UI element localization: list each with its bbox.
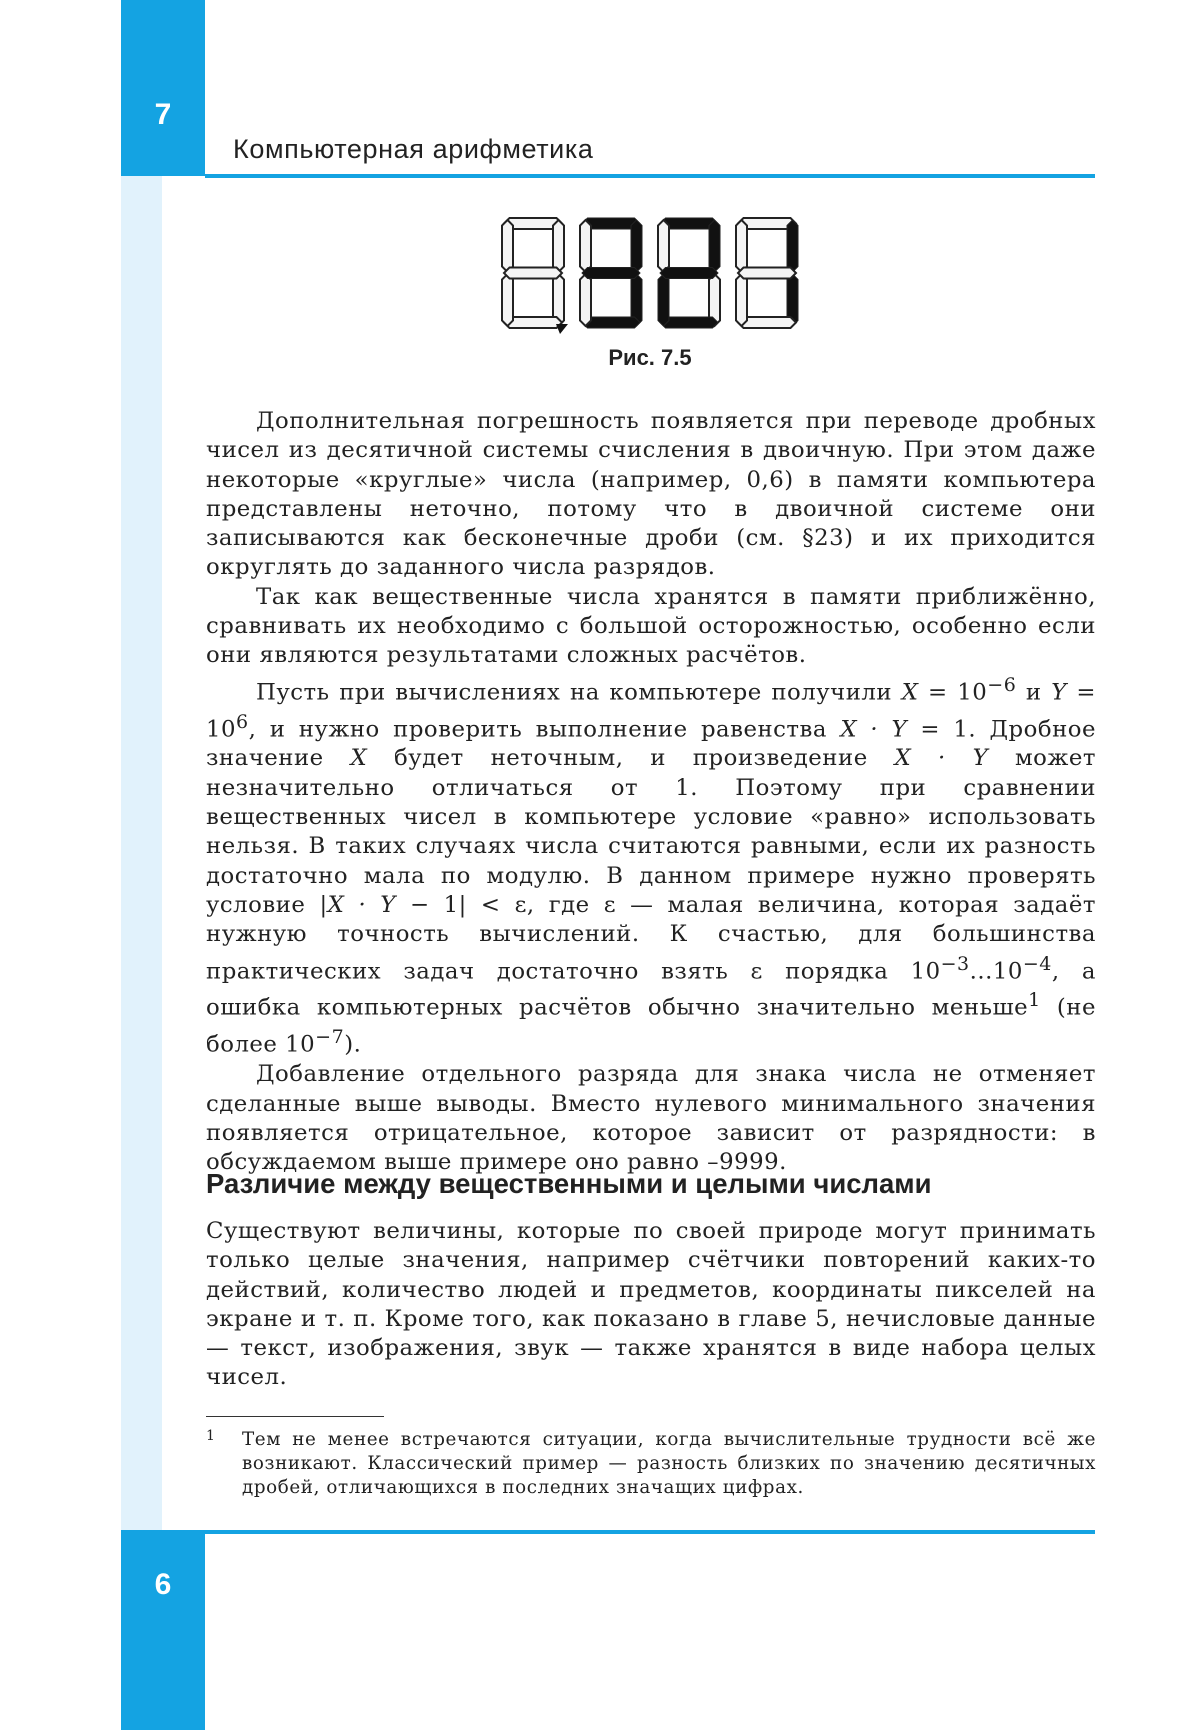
text-run: ). [344,1031,362,1058]
footnote-reference: 1 [1028,989,1041,1012]
segment-f [502,220,513,272]
product-xy: X · Y [840,716,908,743]
segment-b [631,220,642,272]
segment-e [502,274,513,326]
paragraph-formula [206,671,1096,1061]
text-run: , и нужно проверить выполнение равенства [248,716,841,743]
paragraph: Существуют величины, которые по своей природе могут принимать только целые значения, например счётчики повторений каких-то действий, количество людей и предметов, координаты пикселей на экране и т. п. Кроме того, как показано в главе 5, нечисловые данные — текст, изображения, звук — также хранятся в виде набора целых чисел. [206,1218,1096,1391]
segment-g [582,268,640,279]
text-run: = 10 [918,679,988,706]
var-x: X [901,679,919,706]
figure-caption: Рис. 7.5 [608,345,692,370]
exponent: −3 [940,952,970,975]
segment-b [787,220,798,272]
body-text-bottom [206,1217,1096,1393]
header-rule [205,174,1095,178]
text-run: − 1| < ε, где ε — малая величина, которая задаёт нужную точность вычислений. К счастью, для большинства практических задач достаточно взять ε порядка 10 [206,891,1096,985]
text-run: Пусть при вычислениях на компьютере получили [256,679,902,706]
chapter-title: Компьютерная арифметика [233,134,594,164]
text-run: ...10 [969,958,1023,985]
segment-g [738,268,796,279]
paragraph: Дополнительная погрешность появляется при переводе дробных чисел из десятичной системы счисления в двоичную. При этом даже некоторые «круглые» числа (например, 0,6) в памяти компьютера представлены неточно, потому что в двоичной системе они записываются как бесконечные дроби (см. §23) и их приходится округлять до заданного числа разрядов. [206,408,1096,581]
segment-g [660,268,718,279]
chapter-number-tab: 7 [121,0,205,176]
exponent: −6 [987,673,1017,696]
text-run: и [1016,679,1052,706]
product-xy: X · Y [327,891,396,918]
segment-e [580,274,591,326]
body-text-top [206,407,1096,1177]
var-x: X [350,745,368,772]
footer-rule [205,1530,1095,1534]
text-run: = 10 [206,679,1096,743]
paragraph: Добавление отдельного разряда для знака числа не отменяет сделанные выше выводы. Вместо нулевого минимального значения появляется отрицательное, которое зависит от разрядности: в обсуждаемом выше примере оно равно –9999. [206,1061,1096,1176]
section-heading: Различие между вещественными и целыми числами [206,1168,932,1199]
paragraph: Так как вещественные числа хранятся в памяти приближённо, сравнивать их необходимо с большой осторожностью, особенно если они являются результатами сложных расчётов. [206,583,1096,669]
decimal-point [556,324,568,334]
footnote-mark: 1 [206,1428,216,1444]
product-xy: X · Y [894,745,989,772]
footnote-rule [206,1416,384,1417]
segment-f [736,220,747,272]
segment-g [504,268,562,279]
page-number-tab: 6 [121,1530,205,1730]
exponent: 6 [236,710,249,733]
exponent: −4 [1022,952,1052,975]
seven-segment-display [498,214,818,344]
left-margin-strip [121,0,162,1730]
segment-e [736,274,747,326]
footnote [206,1428,1096,1500]
text-run: (не более 10 [206,995,1096,1058]
segment-b [553,220,564,272]
var-y: Y [1051,679,1067,706]
segment-f [658,220,669,272]
exponent: −7 [315,1026,345,1049]
segment-e [658,274,669,326]
text-run: , а ошибка компьютерных расчётов обычно значительно меньше [206,958,1096,1022]
footnote-text: Тем не менее встречаются ситуации, когда вычислительные трудности всё же возникают. Классический пример — разность близких по значению десятичных дробей, отличающихся в последних значащих цифрах. [242,1429,1096,1498]
segment-b [709,220,720,272]
segment-f [580,220,591,272]
text-run: будет неточным, и произведение [367,745,895,772]
text-run: может незначительно отличаться от 1. Поэтому при сравнении вещественных чисел в компьютере условие «равно» использовать нельзя. В таких случаях числа считаются равными, если их разность достаточно мала по модулю. В данном примере нужно проверять условие | [206,745,1096,918]
text-run: = 1. Дробное значение [206,716,1096,772]
